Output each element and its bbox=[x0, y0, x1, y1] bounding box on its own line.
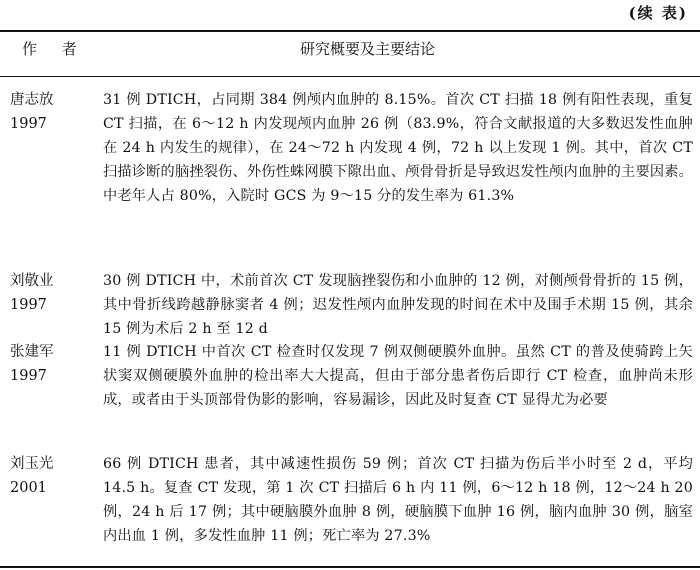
table-bottom-rule bbox=[0, 566, 700, 568]
table-row bbox=[0, 269, 700, 337]
author-cell bbox=[10, 88, 96, 136]
header-summary: 研究概要及主要结论 bbox=[300, 40, 436, 58]
table-row bbox=[0, 88, 700, 268]
header-author: 作 者 bbox=[22, 40, 87, 58]
continued-label: (续 表) bbox=[628, 4, 688, 22]
summary-cell: 31 例 DTICH，占同期 384 例颅内血肿的 8.15%。首次 CT 扫描 18 例有阳性表现，重复 CT 扫描，在 6～12 h 内发现颅内血肿 26 例（83.9%，符合文献报道的大多数迟发性血肿在 24 h 内发生的规律），在 24～72 h 内发现 4 例，72 h 以上发现 1 例。其中，首次 CT 扫描诊断的脑挫裂伤、外伤性蛛网膜下隙出血、颅骨骨折是导致迟发性颅内血肿的主要因素。中老年人占 80%，入院时 GCS 为 9～15 分的发生率为 61.3% bbox=[103, 92, 693, 204]
summary-cell: 30 例 DTICH 中，术前首次 CT 发现脑挫裂伤和小血肿的 12 例，对侧颅骨骨折的 15 例，其中骨折线跨越静脉窦者 4 例；迟发性颅内血肿发现的时间在术中及围手术期 15 例，其余 15 例为术后 2 h 至 12 d bbox=[103, 273, 693, 337]
author-name: 唐志放 bbox=[10, 92, 54, 108]
table-row bbox=[0, 340, 700, 440]
author-cell bbox=[10, 269, 96, 317]
author-name: 刘敬业 bbox=[10, 273, 54, 289]
table-row bbox=[0, 452, 700, 562]
author-year: 1997 bbox=[10, 368, 47, 384]
author-year: 2001 bbox=[10, 480, 47, 496]
table-top-rule bbox=[0, 30, 700, 32]
author-cell bbox=[10, 340, 96, 388]
author-year: 1997 bbox=[10, 297, 47, 313]
summary-cell: 66 例 DTICH 患者，其中减速性损伤 59 例；首次 CT 扫描为伤后半小时至 2 d，平均 14.5 h。复查 CT 发现，第 1 次 CT 扫描后 6 h 内 11 例，6～12 h 18 例，12～24 h 20 例，24 h 后 17 例；其中硬脑膜外血肿 8 例，硬脑膜下血肿 16 例，脑内血肿 30 例，脑室内出血 1 例，多发性血肿 11 例；死亡率为 27.3% bbox=[103, 456, 693, 544]
summary-cell: 11 例 DTICH 中首次 CT 检查时仅发现 7 例双侧硬膜外血肿。虽然 CT 的普及使骑跨上矢状窦双侧硬膜外血肿的检出率大大提高，但由于部分患者伤后即行 CT 检查，血肿尚未形成，或者由于头顶部骨伪影的影响，容易漏诊，因此及时复查 CT 显得尤为必要 bbox=[103, 344, 693, 408]
author-year: 1997 bbox=[10, 116, 47, 132]
table-header-rule bbox=[0, 76, 700, 77]
author-name: 刘玉光 bbox=[10, 456, 54, 472]
author-name: 张建军 bbox=[10, 344, 54, 360]
author-cell bbox=[10, 452, 96, 500]
